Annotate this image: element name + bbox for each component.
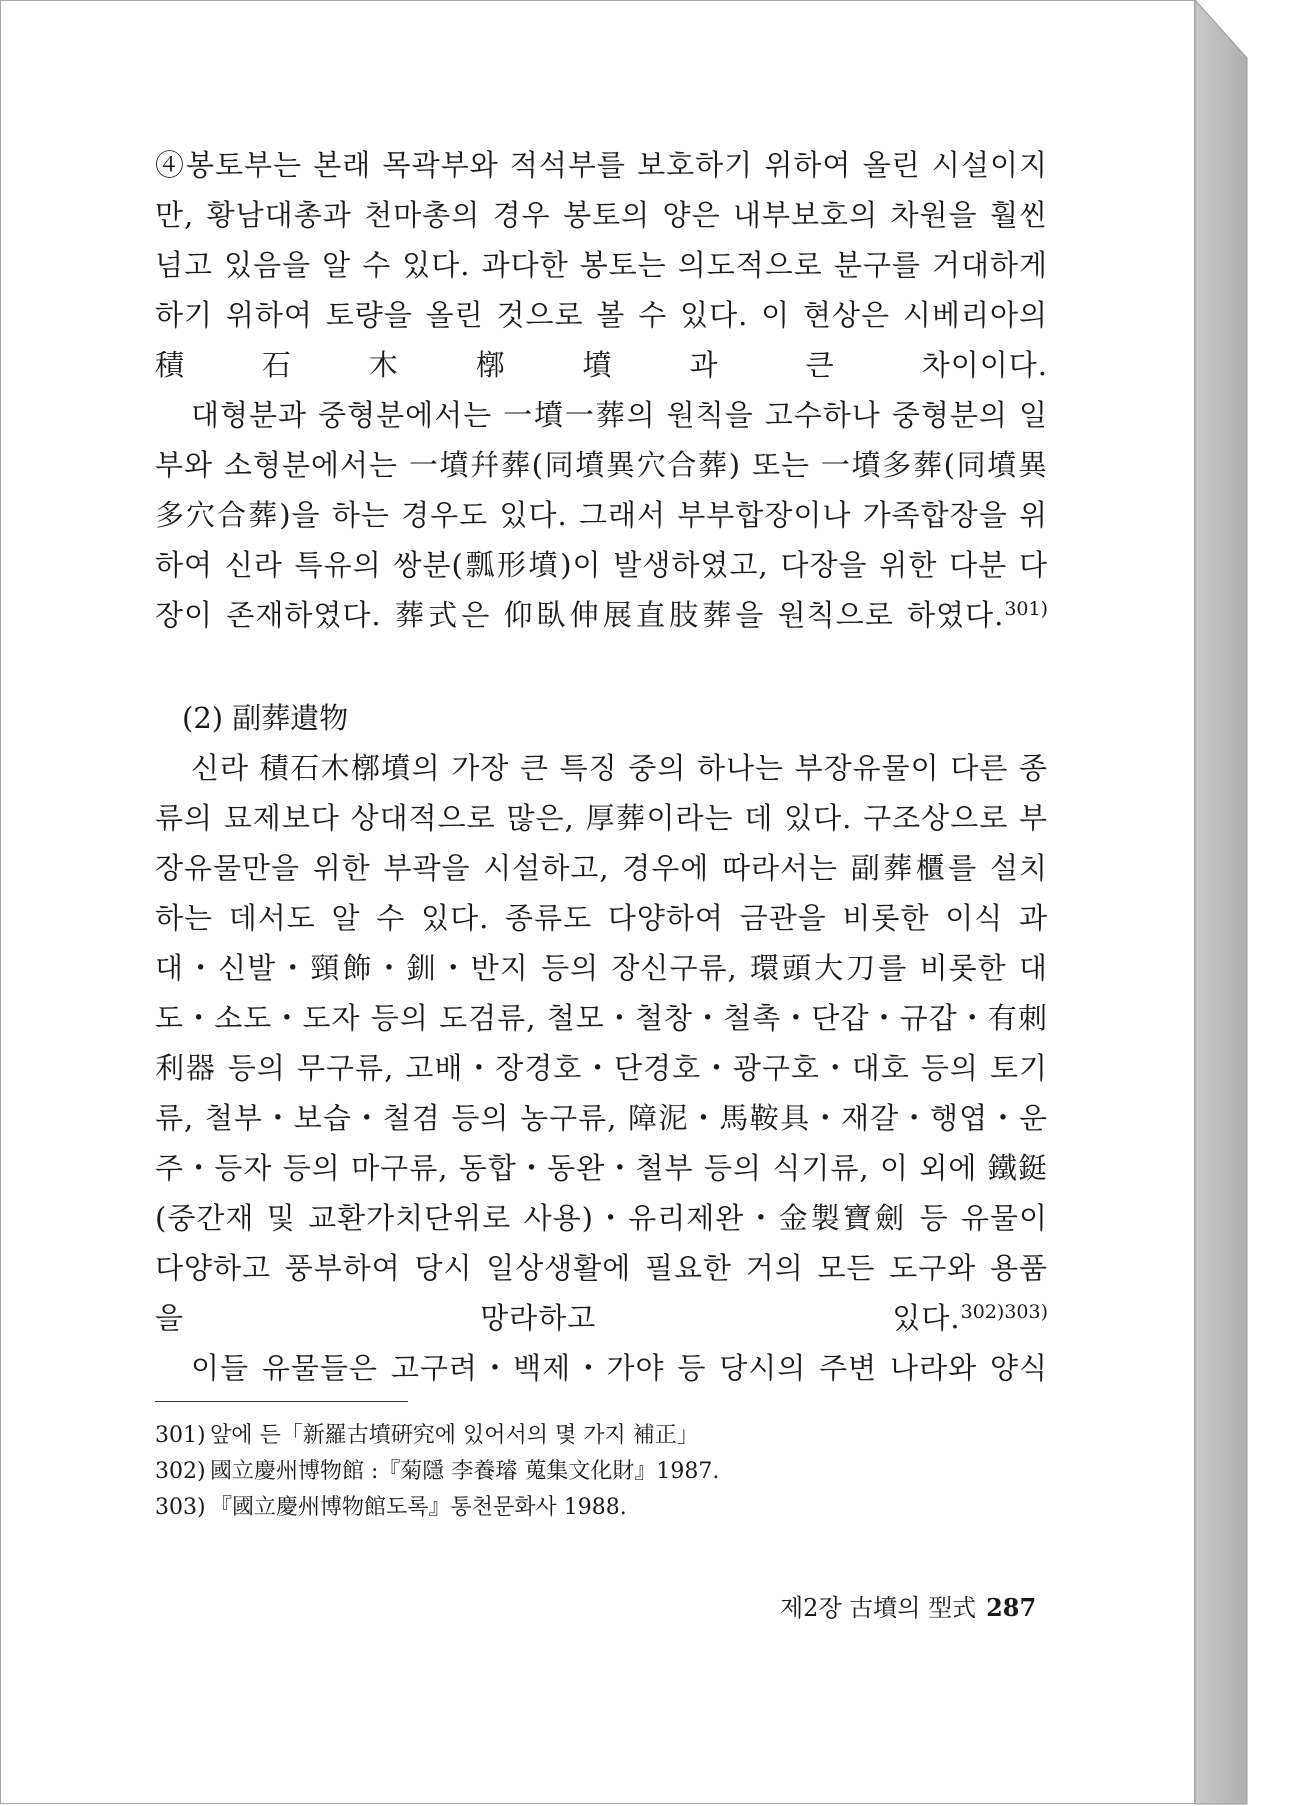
footnote-text: 앞에 든「新羅古墳硏究에 있어서의 몇 가지 補正」: [210, 1423, 699, 1448]
footnote-divider: [155, 1401, 408, 1402]
footnote-ref-301: 301): [1004, 598, 1048, 620]
page-number: 287: [986, 1593, 1037, 1622]
paragraph-2: 대형분과 중형분에서는 一墳一葬의 원칙을 고수하나 중형분의 일부와 소형분에서는 一墳幷葬(同墳異穴合葬) 또는 一墳多葬(同墳異多穴合葬)을 하는 경우도 있다. 그래서 부부합장이나 가족합장을 위하여 신라 특유의 쌍분(瓢形墳)이 발생하였고, 다장을 위한 다분 다장이 존재하였다. 葬式은 仰臥伸展直肢葬을 원칙으로 하였다.$^{301)}$: [155, 398, 1048, 632]
chapter-title: 제2장 古墳의 型式: [780, 1594, 977, 1622]
main-text: [155, 140, 1048, 1393]
footnote-ref-302-303: 302)303): [960, 1301, 1048, 1323]
footnote-number: 302): [155, 1459, 206, 1484]
paragraph-4: 이들 유물들은 고구려・백제・가야 등 당시의 주변 나라와 양식: [191, 1351, 1048, 1385]
footnote-text: 國立慶州博物館 :『菊隱 李養璿 蒐集文化財』1987.: [210, 1459, 720, 1484]
section-heading: (2) 副葬遺物: [182, 701, 349, 735]
paragraph-3: 신라 積石木槨墳의 가장 큰 특징 중의 하나는 부장유물이 다른 종류의 묘제보다 상대적으로 많은, 厚葬이라는 데 있다. 구조상으로 부장유물만을 위한 부곽을 시설하고, 경우에 따라서는 副葬櫃를 설치하는 데서도 알 수 있다. 종류도 다양하여 금관을 비롯한 이식 과대・신발・頸飾・釧・반지 등의 장신구류, 環頭大刀를 비롯한 대도・소도・도자 등의 도검류, 철모・철창・철촉・단갑・규갑・有刺利器 등의 무구류, 고배・장경호・단경호・광구호・대호 등의 토기류, 철부・보습・철겸 등의 농구류, 障泥・馬鞍具・재갈・행엽・운주・등자 등의 마구류, 동합・동완・철부 등의 식기류, 이 외에 鐵鋌(중간재 및 교환가치단위로 사용)・유리제완・金製寶劍 등 유물이 다양하고 풍부하여 당시 일상생활에 필요한 거의 모든 도구와 용품을 망라하고 있다.$^{302)303)}$: [155, 751, 1048, 1335]
footnote-item: [155, 1490, 1055, 1526]
footnote-item: [155, 1418, 1055, 1454]
footnote-text: 『國立慶州博物館도록』통천문화사 1988.: [210, 1495, 627, 1520]
running-footer: [780, 1588, 1036, 1623]
footnote-item: [155, 1454, 1055, 1490]
paragraph-1: ④봉토부는 본래 목곽부와 적석부를 보호하기 위하여 올린 시설이지만, 황남대총과 천마총의 경우 봉토의 양은 내부보호의 차원을 훨씬 넘고 있음을 알 수 있다. 과다한 봉토는 의도적으로 분구를 거대하게 하기 위하여 토량을 올린 것으로 볼 수 있다. 이 현상은 시베리아의 積石木槨墳과 큰 차이이다.: [155, 148, 1048, 382]
footnote-number: 303): [155, 1495, 206, 1520]
footnote-number: 301): [155, 1423, 206, 1448]
footnotes: [155, 1418, 1055, 1526]
